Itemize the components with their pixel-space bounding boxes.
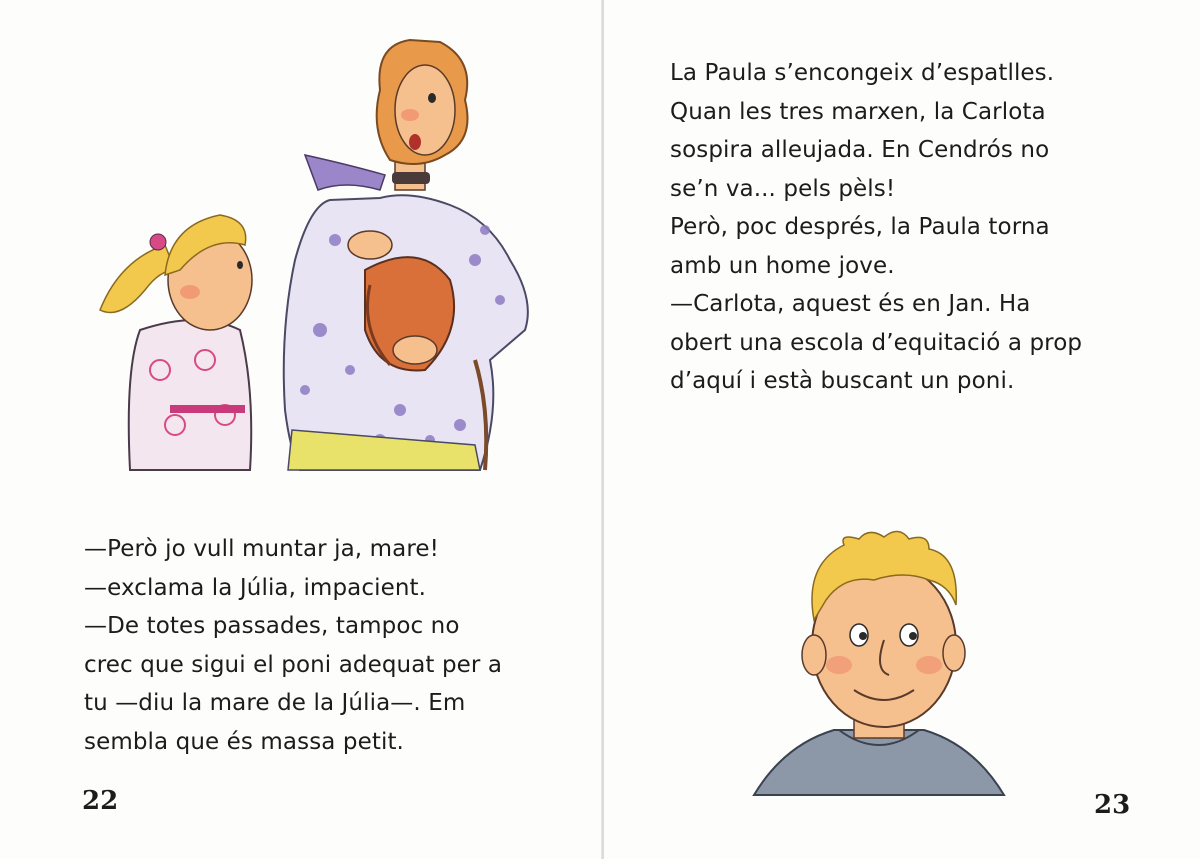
paragraph-line: crec que sigui el poni adequat per a (84, 651, 503, 678)
mother-daughter-illustration (80, 30, 550, 500)
young-man-illustration (744, 525, 1014, 805)
paragraph-line: Quan les tres marxen, la Carlota (670, 98, 1046, 125)
paragraph-line: se’n va... pels pèls! (670, 175, 896, 202)
right-page (604, 0, 1200, 859)
left-page-text (84, 530, 502, 761)
page-number-right: 23 (1094, 790, 1131, 820)
paragraph-line: Però, poc després, la Paula torna (670, 214, 1050, 240)
paragraph-line: d’aquí i està buscant un poni. (670, 368, 1015, 394)
page-number-left: 22 (82, 786, 119, 816)
paragraph-line: sembla que és massa petit. (84, 728, 404, 755)
paragraph-line: amb un home jove. (670, 252, 895, 279)
paragraph-line: —Carlota, aquest és en Jan. Ha (670, 291, 1031, 317)
paragraph-line: obert una escola d’equitació a prop (670, 329, 1083, 356)
paragraph-line: sospira alleujada. En Cendrós no (670, 137, 1050, 163)
paragraph-line: tu —diu la mare de la Júlia—. Em (84, 690, 466, 716)
right-page-text (670, 54, 1082, 401)
paragraph-line: La Paula s’encongeix d’espatlles. (670, 60, 1055, 86)
paragraph-line: —De totes passades, tampoc no (84, 613, 460, 639)
paragraph-line: —Però jo vull muntar ja, mare! (84, 536, 439, 562)
paragraph-line: —exclama la Júlia, impacient. (84, 574, 427, 601)
